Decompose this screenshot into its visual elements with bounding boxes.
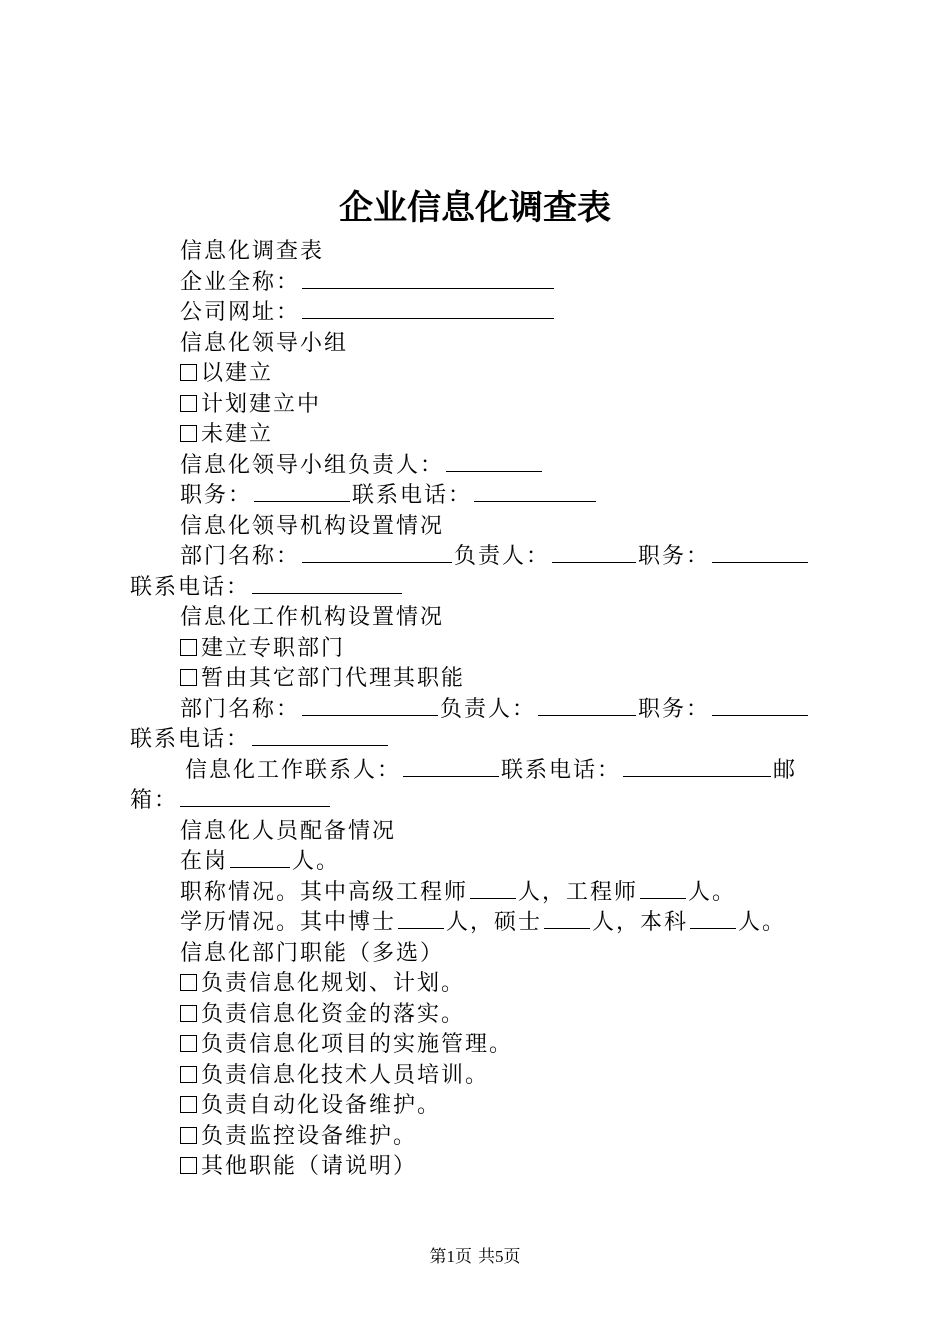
work-org-heading: 信息化工作机构设置情况 [180,605,445,630]
option-dedicated-dept[interactable]: 建立专职部门 [130,634,830,665]
duty-option-5[interactable]: 负责自动化设备维护。 [130,1091,830,1122]
duty-option-2[interactable]: 负责信息化资金的落实。 [130,1000,830,1031]
mail-row: 箱： [130,786,830,817]
dept-phone-row-2: 联系电话： [130,725,830,756]
dept-phone-blank-2[interactable] [252,725,388,746]
dept-row-1: 部门名称： 负责人： 职务： [130,542,830,573]
form-body [130,237,830,1183]
checkbox-icon[interactable] [180,1127,197,1144]
option-planning[interactable]: 计划建立中 [130,390,830,421]
checkbox-icon[interactable] [180,425,197,442]
checkbox-icon[interactable] [180,974,197,991]
phone-blank[interactable] [474,481,596,502]
engineer-blank[interactable] [640,878,686,899]
senior-engineer-blank[interactable] [470,878,516,899]
company-name-row: 企业全称： [130,268,830,299]
page-total: 共5页 [478,1247,521,1266]
checkbox-icon[interactable] [180,364,197,381]
duty-option-6[interactable]: 负责监控设备维护。 [130,1122,830,1153]
leader-org-heading: 信息化领导机构设置情况 [180,513,445,539]
position-blank-3[interactable] [712,695,808,716]
checkbox-icon[interactable] [180,669,197,686]
checkbox-icon[interactable] [180,1035,197,1052]
on-duty-blank[interactable] [230,847,290,868]
bachelor-blank[interactable] [690,908,736,929]
staff-heading: 信息化人员配备情况 [180,818,397,844]
dept-phone-row-1: 联系电话： [130,573,830,604]
duty-option-7[interactable]: 其他职能（请说明） [130,1152,830,1183]
contact-phone-blank[interactable] [623,756,771,777]
dept-row-2: 部门名称： 负责人： 职务： [130,695,830,726]
duty-option-1[interactable]: 负责信息化规划、计划。 [130,969,830,1000]
checkbox-icon[interactable] [180,1096,197,1113]
checkbox-icon[interactable] [180,1157,197,1174]
position-blank-2[interactable] [712,542,808,563]
mail-blank[interactable] [180,786,330,807]
checkbox-icon[interactable] [180,639,197,656]
group-leader-row: 信息化领导小组负责人： [130,451,830,482]
on-duty-row: 在岗 人。 [180,849,341,874]
option-other-dept[interactable]: 暂由其它部门代理其职能 [130,664,830,695]
document-title: 企业信息化调查表 [339,188,611,228]
form-heading: 信息化调查表 [180,239,325,264]
responsible-blank[interactable] [552,542,636,563]
phd-blank[interactable] [398,908,444,929]
group-leader-blank[interactable] [446,451,542,472]
leader-group-heading: 信息化领导小组 [180,330,349,356]
dept-phone-blank[interactable] [252,573,402,594]
dept-name-blank[interactable] [302,542,452,563]
page-number: 第1页 [429,1247,472,1266]
contact-row: 信息化工作联系人： 联系电话： 邮 [185,757,798,783]
option-not-built[interactable]: 未建立 [130,420,830,451]
duty-option-3[interactable]: 负责信息化项目的实施管理。 [130,1030,830,1061]
education-row: 学历情况。其中博士 人，硕士 人，本科 人。 [180,910,787,935]
checkbox-icon[interactable] [180,395,197,412]
page-footer [0,1242,950,1267]
master-blank[interactable] [544,908,590,929]
contact-blank[interactable] [403,756,499,777]
company-site-row: 公司网址： [130,298,830,329]
dept-name-blank-2[interactable] [302,695,438,716]
duties-heading: 信息化部门职能（多选） [180,940,445,966]
position-phone-row: 职务： 联系电话： [130,481,830,512]
title-row: 职称情况。其中高级工程师 人，工程师 人。 [180,879,737,905]
checkbox-icon[interactable] [180,1066,197,1083]
checkbox-icon[interactable] [180,1005,197,1022]
duty-option-4[interactable]: 负责信息化技术人员培训。 [130,1061,830,1092]
position-blank[interactable] [254,481,350,502]
company-name-blank[interactable] [302,268,554,289]
company-site-blank[interactable] [302,298,554,319]
option-built[interactable]: 以建立 [130,359,830,390]
responsible-blank-2[interactable] [538,695,636,716]
